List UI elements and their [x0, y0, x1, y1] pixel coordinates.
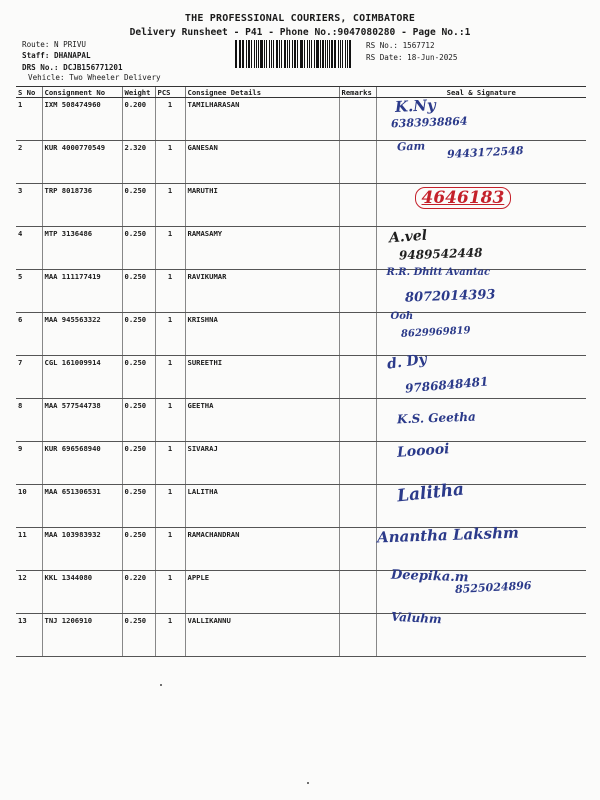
barcode-bar [279, 40, 280, 68]
barcode-bar [314, 40, 316, 68]
row-signature [376, 227, 586, 270]
barcode-bar [320, 40, 321, 68]
row-consignment-no: MAA 945563322 [42, 313, 122, 356]
row-signature [376, 609, 586, 657]
row-consignment-no: KUR 696568940 [42, 442, 122, 485]
row-consignment-no: MTP 3136486 [42, 227, 122, 270]
row-remarks [339, 227, 376, 270]
barcode-bar [325, 40, 326, 68]
handwritten-signature: 9489542448 [398, 245, 483, 263]
col-weight: Weight [122, 87, 155, 98]
barcode-bar [269, 40, 270, 68]
runsheet-table [16, 86, 586, 657]
barcode-bar [329, 40, 330, 68]
drs-number: DRS No.: DCJB156771201 [22, 63, 123, 72]
table-row [16, 399, 586, 442]
row-weight: 2.320 [122, 141, 155, 184]
handwritten-signature: 9443172548 [446, 144, 524, 161]
row-signature [376, 351, 586, 399]
row-remarks [339, 442, 376, 485]
row-sno: 7 [16, 356, 42, 399]
runsheet-subtitle: Delivery Runsheet - P41 - Phone No.:9047080280 - Page No.:1 [129, 27, 471, 38]
row-consignee: RAMACHANDRAN [185, 528, 339, 571]
table-header-row [16, 87, 586, 98]
row-signature [376, 399, 586, 442]
row-pcs: 1 [155, 614, 185, 657]
handwritten-signature: 9786848481 [404, 374, 489, 396]
table-row [16, 442, 586, 485]
row-pcs: 1 [155, 184, 185, 227]
handwritten-signature: Deepika.m [390, 567, 469, 586]
row-weight: 0.200 [122, 98, 155, 141]
barcode-bar [266, 40, 267, 68]
handwritten-signature: 8629969819 [400, 325, 471, 340]
handwritten-signature: 8072014393 [404, 287, 496, 306]
row-sno: 8 [16, 399, 42, 442]
col-seal-signature: Seal & Signature [376, 87, 586, 98]
barcode-bar [273, 40, 274, 68]
row-pcs: 1 [155, 141, 185, 184]
row-remarks [339, 313, 376, 356]
barcode-bar [287, 40, 289, 68]
handwritten-signature: K.Ny [394, 95, 436, 117]
row-consignee: GANESAN [185, 141, 339, 184]
row-sno: 6 [16, 313, 42, 356]
row-consignment-no: CGL 161009914 [42, 356, 122, 399]
barcode-bar [251, 40, 253, 68]
barcode-bar [271, 40, 273, 68]
row-signature [376, 95, 586, 141]
barcode-bar [240, 40, 241, 68]
table-row [16, 485, 586, 528]
table-row [16, 313, 586, 356]
row-remarks [339, 356, 376, 399]
row-sno: 2 [16, 141, 42, 184]
barcode-bar [292, 40, 293, 68]
row-consignment-no: TNJ 1206910 [42, 614, 122, 657]
barcode-bar [349, 40, 351, 68]
row-consignment-no: MAA 577544738 [42, 399, 122, 442]
row-signature [376, 313, 586, 356]
row-sno: 5 [16, 270, 42, 313]
handwritten-signature: A.vel [387, 227, 428, 247]
row-consignee: RAMASAMY [185, 227, 339, 270]
row-consignee: GEETHA [185, 399, 339, 442]
barcode-bar [248, 40, 250, 68]
handwritten-signature: 6383938864 [390, 114, 468, 131]
row-remarks [339, 270, 376, 313]
barcode-bar [297, 40, 298, 68]
barcode-bar [246, 40, 247, 68]
table-row [16, 571, 586, 614]
handwritten-signature: K.S. Geetha [396, 409, 476, 427]
row-sno: 1 [16, 98, 42, 141]
route-label: Route: N PRIVU [22, 40, 87, 49]
row-remarks [339, 614, 376, 657]
row-remarks [339, 141, 376, 184]
row-remarks [339, 184, 376, 227]
handwritten-signature: 4646183 [415, 187, 512, 209]
barcode-bar [254, 40, 255, 68]
rs-number: RS No.: 1567712 [366, 41, 435, 50]
row-pcs: 1 [155, 399, 185, 442]
row-consignee: TAMILHARASAN [185, 98, 339, 141]
company-title: THE PROFESSIONAL COURIERS, COIMBATORE [184, 13, 416, 24]
row-pcs: 1 [155, 442, 185, 485]
table-row [16, 270, 586, 313]
row-signature [376, 141, 586, 184]
row-pcs: 1 [155, 356, 185, 399]
handwritten-signature: Lalitha [395, 479, 465, 507]
row-consignment-no: MAA 651306531 [42, 485, 122, 528]
barcode-bar [304, 40, 306, 68]
row-consignee: RAVIKUMAR [185, 270, 339, 313]
row-sno: 11 [16, 528, 42, 571]
row-consignee: KRISHNA [185, 313, 339, 356]
row-pcs: 1 [155, 485, 185, 528]
barcode-bar [309, 40, 310, 68]
handwritten-signature: Anantha Lakshm [376, 523, 519, 547]
barcode-bar [256, 40, 257, 68]
row-weight: 0.250 [122, 184, 155, 227]
handwritten-signature: Ooh [390, 311, 414, 322]
barcode-bar [276, 40, 278, 68]
barcode-bar [264, 40, 266, 68]
barcode-bar [331, 40, 333, 68]
table-row [16, 141, 586, 184]
rs-date: RS Date: 18-Jun-2025 [366, 53, 458, 62]
table-row [16, 184, 586, 227]
barcode-bar [294, 40, 296, 68]
barcode-bar [300, 40, 301, 68]
row-remarks [339, 528, 376, 571]
row-weight: 0.250 [122, 442, 155, 485]
barcode-bar [242, 40, 244, 68]
row-consignment-no: MAA 103983932 [42, 528, 122, 571]
barcode-bar [235, 40, 237, 68]
row-consignment-no: MAA 111177419 [42, 270, 122, 313]
row-weight: 0.250 [122, 614, 155, 657]
handwritten-signature: Looooi [396, 441, 450, 461]
barcode-bar [307, 40, 308, 68]
barcode-bar [258, 40, 259, 68]
row-signature [376, 267, 586, 313]
row-signature [376, 184, 586, 227]
row-consignment-no: TRP 8018736 [42, 184, 122, 227]
row-pcs: 1 [155, 313, 185, 356]
row-consignee: APPLE [185, 571, 339, 614]
handwritten-signature: R.R. Dhitt Avantac [386, 267, 491, 278]
row-consignee: SIVARAJ [185, 442, 339, 485]
barcode-bar [289, 40, 290, 68]
table-row [16, 614, 586, 657]
row-signature [376, 567, 586, 614]
row-sno: 13 [16, 614, 42, 657]
row-pcs: 1 [155, 528, 185, 571]
table-row [16, 227, 586, 270]
barcode-bar [239, 40, 240, 68]
row-pcs: 1 [155, 98, 185, 141]
row-pcs: 1 [155, 227, 185, 270]
row-sno: 4 [16, 227, 42, 270]
row-sno: 10 [16, 485, 42, 528]
row-sno: 9 [16, 442, 42, 485]
row-signature [376, 479, 586, 528]
barcode-bar [322, 40, 324, 68]
row-consignee: MARUTHI [185, 184, 339, 227]
col-consignee: Consignee Details [185, 87, 339, 98]
handwritten-signature: d. Dy [385, 351, 428, 373]
table-row [16, 98, 586, 141]
scan-speck [307, 782, 309, 784]
row-consignment-no: KUR 4000770549 [42, 141, 122, 184]
scan-speck [160, 684, 162, 686]
handwritten-signature: 8525024896 [454, 579, 532, 596]
barcode-bar [345, 40, 346, 68]
row-weight: 0.250 [122, 399, 155, 442]
col-pcs: PCS [155, 87, 185, 98]
row-consignee: LALITHA [185, 485, 339, 528]
barcode-bar [316, 40, 318, 68]
row-consignment-no: IXM 508474960 [42, 98, 122, 141]
row-pcs: 1 [155, 571, 185, 614]
barcode-bar [301, 40, 303, 68]
barcode-bar [284, 40, 286, 68]
row-weight: 0.220 [122, 571, 155, 614]
row-weight: 0.250 [122, 356, 155, 399]
row-consignee: VALLIKANNU [185, 614, 339, 657]
barcode-bar [281, 40, 282, 68]
row-signature [376, 442, 586, 485]
row-signature [376, 523, 586, 571]
row-pcs: 1 [155, 270, 185, 313]
row-remarks [339, 98, 376, 141]
barcode-bar [327, 40, 328, 68]
row-weight: 0.250 [122, 528, 155, 571]
handwritten-signature: Gam [396, 139, 425, 154]
barcode-bar [334, 40, 336, 68]
col-sno: S No [16, 87, 42, 98]
row-sno: 12 [16, 571, 42, 614]
barcode-bar [342, 40, 343, 68]
barcode-bar [311, 40, 312, 68]
staff-label: Staff: DHANAPAL [22, 51, 91, 60]
table-row [16, 356, 586, 399]
vehicle-label: Vehicle: Two Wheeler Delivery [28, 73, 161, 82]
barcode-image [235, 40, 353, 68]
table-row [16, 528, 586, 571]
row-sno: 3 [16, 184, 42, 227]
row-remarks [339, 485, 376, 528]
row-consignee: SUREETHI [185, 356, 339, 399]
handwritten-signature: Valuhm [390, 609, 442, 627]
barcode-bar [347, 40, 349, 68]
row-weight: 0.250 [122, 227, 155, 270]
col-remarks: Remarks [339, 87, 376, 98]
col-consignment: Consignment No [42, 87, 122, 98]
row-weight: 0.250 [122, 485, 155, 528]
barcode-bar [340, 40, 342, 68]
row-remarks [339, 399, 376, 442]
row-weight: 0.250 [122, 270, 155, 313]
row-remarks [339, 571, 376, 614]
row-consignment-no: KKL 1344080 [42, 571, 122, 614]
row-weight: 0.250 [122, 313, 155, 356]
barcode-bar [260, 40, 262, 68]
barcode-bar [338, 40, 339, 68]
